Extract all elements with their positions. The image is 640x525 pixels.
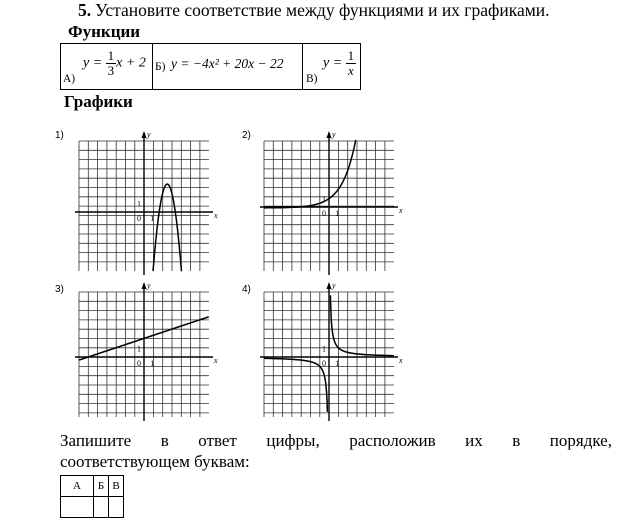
instruction-word: расположив [349, 431, 436, 450]
function-letter-c: В) [306, 73, 318, 85]
x-tick-label: 1 [150, 214, 155, 223]
y-axis-arrow [327, 282, 332, 289]
graphs-heading: Графики [64, 92, 133, 111]
graph-1-label: 1) [55, 130, 64, 141]
origin-label: 0 [322, 359, 326, 368]
answer-header-c: В [109, 476, 124, 497]
instruction-word: в [512, 431, 521, 450]
answer-cell-b[interactable] [94, 497, 109, 518]
task-text: Установите соответствие между функциями и их графиками. [95, 0, 550, 20]
x-tick-label: 1 [150, 359, 155, 368]
task-number: 5. [78, 0, 92, 20]
function-letter-a: А) [63, 73, 76, 85]
formula-c-denominator: x [348, 62, 354, 78]
formula-a-fraction [106, 49, 117, 77]
answer-input-row [61, 497, 124, 518]
instruction-word: в [160, 431, 169, 450]
origin-label: 0 [137, 359, 141, 368]
answer-header-a: А [61, 476, 94, 497]
x-axis-label: x [214, 211, 218, 220]
functions-heading: Функции [68, 22, 141, 41]
function-cell-c [303, 44, 360, 89]
function-formula-a [83, 49, 146, 77]
y-axis-label: y [147, 282, 151, 290]
x-tick-label: 1 [335, 359, 340, 368]
y-tick-label: 1 [322, 344, 326, 354]
graph-1-plot [55, 128, 235, 278]
graph-4 [240, 282, 420, 427]
instruction-word: порядке, [549, 431, 612, 450]
graph-4-plot [240, 282, 420, 427]
y-axis-arrow [142, 282, 147, 289]
function-letter-b: Б) [155, 61, 166, 73]
origin-label: 0 [137, 214, 141, 223]
answer-header-b: Б [94, 476, 109, 497]
graph-2-plot [240, 128, 420, 278]
task-title [78, 0, 550, 21]
y-tick-label: 1 [137, 344, 141, 354]
functions-table [60, 43, 361, 90]
instruction-word: цифры, [266, 431, 320, 450]
graph-3 [55, 282, 235, 427]
graph-4-label: 4) [242, 284, 251, 295]
answer-table [60, 475, 124, 518]
formula-c-prefix: y = [323, 55, 343, 71]
x-axis-label: x [399, 206, 403, 215]
formula-a-prefix: y = [83, 55, 103, 71]
y-tick-label: 1 [322, 194, 326, 204]
origin-label: 0 [322, 209, 326, 218]
graph-2-label: 2) [242, 130, 251, 141]
y-axis-arrow [142, 131, 147, 138]
graph-2 [240, 128, 420, 278]
answer-header-row [61, 476, 124, 497]
formula-a-denominator: 3 [107, 62, 115, 78]
graph-1 [55, 128, 235, 278]
instruction-line-2: соответствующем буквам: [60, 452, 250, 471]
y-axis-arrow [327, 131, 332, 138]
graph-3-label: 3) [55, 284, 64, 295]
graph-3-plot [55, 282, 235, 427]
instruction-word: их [465, 431, 483, 450]
y-axis-label: y [147, 130, 151, 139]
y-tick-label: 1 [137, 199, 141, 209]
formula-c-fraction [346, 49, 357, 77]
function-formula-b: y = −4x² + 20x − 22 [171, 56, 284, 71]
instruction-word: Запишите [60, 431, 132, 450]
x-axis-label: x [214, 356, 218, 365]
y-axis-label: y [332, 130, 336, 139]
function-cell-a [61, 44, 153, 89]
answer-cell-a[interactable] [61, 497, 94, 518]
instruction-word: ответ [198, 431, 237, 450]
instruction-line-1 [60, 430, 612, 451]
function-formula-c [323, 49, 356, 77]
formula-c-numerator: 1 [347, 48, 355, 63]
formula-a-numerator: 1 [107, 48, 115, 63]
function-cell-b [153, 44, 303, 89]
answer-cell-c[interactable] [109, 497, 124, 518]
y-axis-label: y [332, 282, 336, 290]
x-tick-label: 1 [335, 209, 340, 218]
x-axis-label: x [399, 356, 403, 365]
formula-a-suffix: x + 2 [116, 55, 146, 71]
instruction [60, 430, 612, 472]
